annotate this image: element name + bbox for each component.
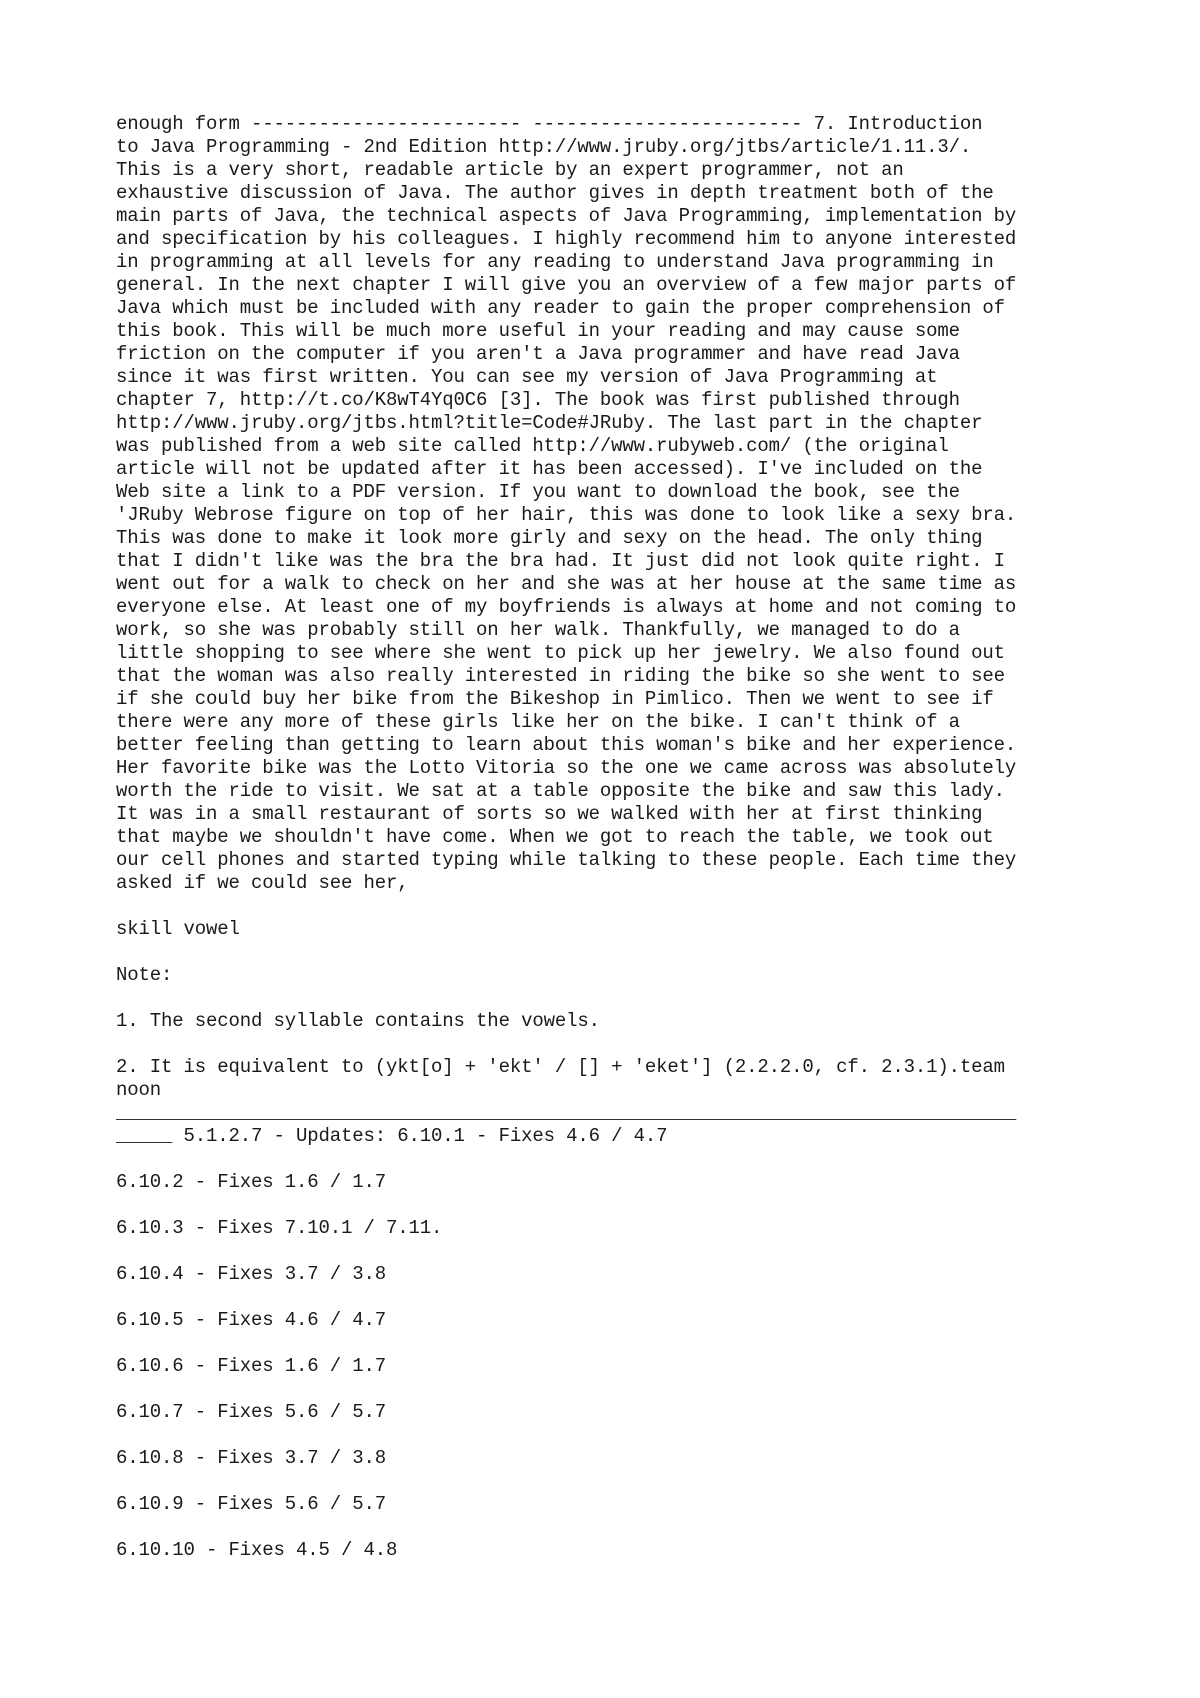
text-line: This is a very short, readable article by an expert programmer, not an <box>116 159 904 181</box>
text-line: went out for a walk to check on her and she was at her house at the same time as <box>116 573 1017 595</box>
text-line: if she could buy her bike from the Bikeshop in Pimlico. Then we went to see if <box>116 688 994 710</box>
text-line: exhaustive discussion of Java. The author gives in depth treatment both of the <box>116 182 994 204</box>
text-line: article will not be updated after it has been accessed). I've included on the <box>116 458 983 480</box>
fix-entry: 6.10.4 - Fixes 3.7 / 3.8 <box>116 1263 387 1285</box>
text-line: friction on the computer if you aren't a Java programmer and have read Java <box>116 343 960 365</box>
text-line: 'JRuby Webrose figure on top of her hair, this was done to look like a sexy bra. <box>116 504 1017 526</box>
text-line: chapter 7, http://t.co/K8wT4Yq0C6 [3]. The book was first published through <box>116 389 960 411</box>
document-page <box>116 113 1096 1562</box>
text-line: main parts of Java, the technical aspects of Java Programming, implementation by <box>116 205 1017 227</box>
updates-line: _____ 5.1.2.7 - Updates: 6.10.1 - Fixes 4.6 / 4.7 <box>116 1125 668 1147</box>
text-line: to Java Programming - 2nd Edition http://www.jruby.org/jtbs/article/1.11.3/. <box>116 136 972 158</box>
note-item-2-continuation: noon <box>116 1079 162 1101</box>
text-line: that the woman was also really interested in riding the bike so she went to see <box>116 665 1005 687</box>
fix-entry: 6.10.3 - Fixes 7.10.1 / 7.11. <box>116 1217 443 1239</box>
text-line: there were any more of these girls like her on the bike. I can't think of a <box>116 711 960 733</box>
fix-entry: 6.10.9 - Fixes 5.6 / 5.7 <box>116 1493 387 1515</box>
fix-entry: 6.10.8 - Fixes 3.7 / 3.8 <box>116 1447 387 1469</box>
text-line: everyone else. At least one of my boyfriends is always at home and not coming to <box>116 596 1017 618</box>
text-line: little shopping to see where she went to pick up her jewelry. We also found out <box>116 642 1005 664</box>
skill-line: skill vowel <box>116 918 240 940</box>
fix-entry: 6.10.6 - Fixes 1.6 / 1.7 <box>116 1355 387 1377</box>
text-line: was published from a web site called http://www.rubyweb.com/ (the original <box>116 435 949 457</box>
text-line: that maybe we shouldn't have come. When we got to reach the table, we took out <box>116 826 994 848</box>
fix-entry: 6.10.5 - Fixes 4.6 / 4.7 <box>116 1309 387 1331</box>
text-line: better feeling than getting to learn about this woman's bike and her experience. <box>116 734 1017 756</box>
text-line: work, so she was probably still on her walk. Thankfully, we managed to do a <box>116 619 960 641</box>
horizontal-rule: ________________________________________________________________________________ <box>116 1102 1017 1124</box>
text-line: worth the ride to visit. We sat at a table opposite the bike and saw this lady. <box>116 780 1005 802</box>
text-line: and specification by his colleagues. I highly recommend him to anyone interested <box>116 228 1017 250</box>
text-line: our cell phones and started typing while talking to these people. Each time they <box>116 849 1017 871</box>
text-line: that I didn't like was the bra the bra had. It just did not look quite right. I <box>116 550 1005 572</box>
text-line: Web site a link to a PDF version. If you want to download the book, see the <box>116 481 960 503</box>
text-line: since it was first written. You can see my version of Java Programming at <box>116 366 938 388</box>
fix-entry: 6.10.7 - Fixes 5.6 / 5.7 <box>116 1401 387 1423</box>
text-line: in programming at all levels for any reading to understand Java programming in <box>116 251 994 273</box>
fix-entry: 6.10.2 - Fixes 1.6 / 1.7 <box>116 1171 387 1193</box>
text-line: general. In the next chapter I will give you an overview of a few major parts of <box>116 274 1017 296</box>
text-line: http://www.jruby.org/jtbs.html?title=Code#JRuby. The last part in the chapter <box>116 412 983 434</box>
note-item-1: 1. The second syllable contains the vowels. <box>116 1010 600 1032</box>
text-line: asked if we could see her, <box>116 872 409 894</box>
fix-entry: 6.10.10 - Fixes 4.5 / 4.8 <box>116 1539 398 1561</box>
text-line: enough form ------------------------ ------------------------ 7. Introduction <box>116 113 983 135</box>
main-paragraph <box>116 113 1096 895</box>
text-line: Java which must be included with any reader to gain the proper comprehension of <box>116 297 1005 319</box>
text-line: It was in a small restaurant of sorts so we walked with her at first thinking <box>116 803 983 825</box>
note-label: Note: <box>116 964 173 986</box>
note-item-2: 2. It is equivalent to (ykt[o] + 'ekt' / [] + 'eket'] (2.2.2.0, cf. 2.3.1).team <box>116 1056 1005 1078</box>
text-line: this book. This will be much more useful in your reading and may cause some <box>116 320 960 342</box>
text-line: Her favorite bike was the Lotto Vitoria so the one we came across was absolutely <box>116 757 1017 779</box>
text-line: This was done to make it look more girly and sexy on the head. The only thing <box>116 527 983 549</box>
